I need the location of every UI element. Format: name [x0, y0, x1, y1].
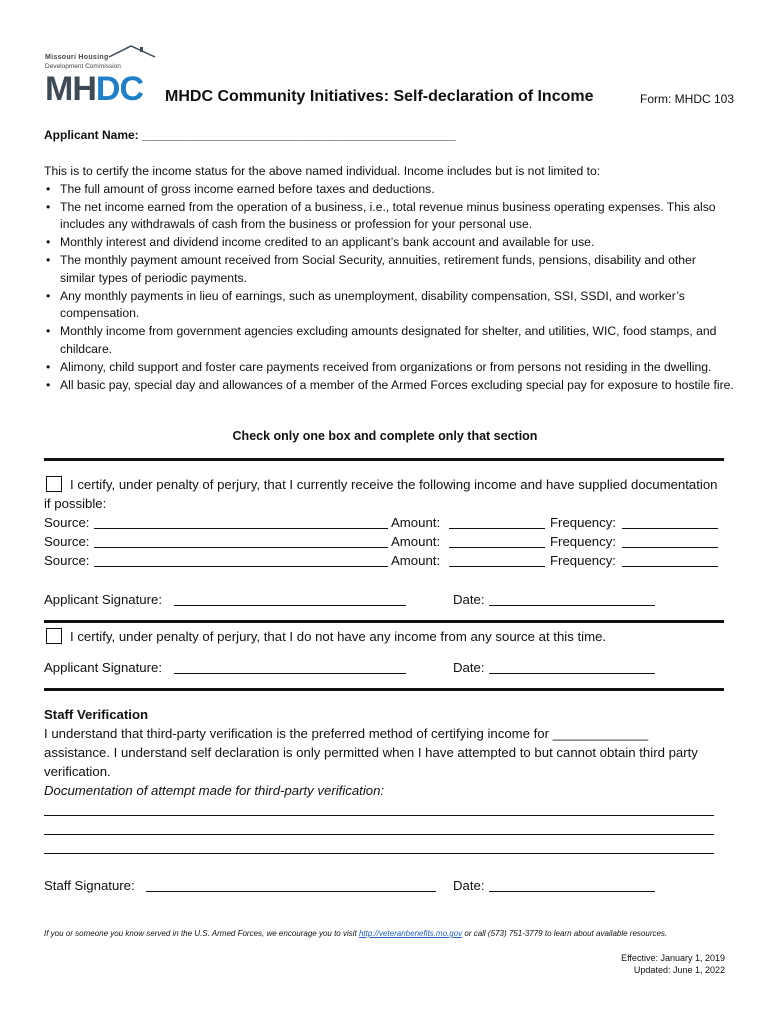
divider — [44, 688, 724, 691]
frequency-input[interactable] — [622, 516, 718, 529]
staff-text-2: assistance. I understand self declaration is only permitted when I have attempted to but cannot obtain third party verification. — [44, 745, 698, 779]
income-list — [44, 181, 734, 395]
logo-line2: Development Commission — [45, 63, 121, 70]
income-statement: I certify, under penalty of perjury, that I currently receive the following income and have supplied documentation if possible: — [44, 477, 718, 511]
amount-label: Amount: — [391, 553, 441, 568]
documentation-line[interactable] — [44, 853, 714, 854]
source-input[interactable] — [94, 516, 388, 529]
date-block — [621, 952, 725, 976]
applicant-signature-input[interactable] — [174, 593, 406, 606]
frequency-label: Frequency: — [550, 515, 616, 530]
staff-text-1: I understand that third-party verification is the preferred method of certifying income for _____________ — [44, 726, 649, 741]
documentation-line[interactable] — [44, 815, 714, 816]
list-item: • All basic pay, special day and allowances of a member of the Armed Forces excluding special pay for exposure to hostile fire. — [60, 377, 734, 395]
documentation-label: Documentation of attempt made for third-party verification: — [44, 783, 385, 798]
amount-label: Amount: — [391, 534, 441, 549]
date-label: Date: — [453, 592, 485, 607]
date-input[interactable] — [489, 593, 655, 606]
divider — [44, 620, 724, 623]
staff-signature-label: Staff Signature: — [44, 878, 135, 893]
source-label: Source: — [44, 534, 90, 549]
effective-date: Effective: January 1, 2019 — [621, 953, 725, 963]
form-number: Form: MHDC 103 — [640, 92, 735, 106]
list-item: • Monthly interest and dividend income credited to an applicant’s bank account and available for use. — [60, 234, 734, 252]
amount-input[interactable] — [449, 516, 545, 529]
intro-text: This is to certify the income status for the above named individual. Income includes but is not limited to: — [44, 164, 601, 178]
applicant-signature-label: Applicant Signature: — [44, 660, 163, 675]
list-item: • Monthly income from government agencies excluding amounts designated for shelter, and utilities, WIC, food stamps, and childcare. — [60, 323, 734, 359]
updated-date: Updated: June 1, 2022 — [633, 965, 725, 975]
applicant-signature-input[interactable] — [174, 661, 406, 674]
logo-line1: Missouri Housing — [45, 54, 109, 61]
check-only-instruction: Check only one box and complete only that section — [232, 429, 538, 443]
list-item: • The full amount of gross income earned before taxes and deductions. — [60, 181, 734, 199]
page-title: MHDC Community Initiatives: Self-declaration of Income — [165, 88, 594, 105]
frequency-label: Frequency: — [550, 534, 616, 549]
intro-block — [44, 163, 734, 394]
frequency-label: Frequency: — [550, 553, 616, 568]
list-item: • Alimony, child support and foster care payments received from organizations or from persons not residing in the dwelling. — [60, 359, 734, 377]
no-income-statement: I certify, under penalty of perjury, that I do not have any income from any source at this time. — [70, 629, 607, 644]
no-income-checkbox[interactable] — [46, 628, 62, 644]
frequency-input[interactable] — [622, 554, 718, 567]
date-label: Date: — [453, 660, 485, 675]
staff-signature-input[interactable] — [146, 879, 436, 892]
staff-heading: Staff Verification — [44, 707, 149, 722]
mhdc-logo — [45, 44, 160, 108]
list-item: • Any monthly payments in lieu of earnings, such as unemployment, disability compensation, SSI, SSDI, and worker’s compensation. — [60, 288, 734, 324]
list-item: • The net income earned from the operation of a business, i.e., total revenue minus business operating expenses. This also includes any withdrawals of cash from the business or profession for your personal use. — [60, 199, 734, 235]
documentation-line[interactable] — [44, 834, 714, 835]
date-input[interactable] — [489, 879, 655, 892]
amount-input[interactable] — [449, 535, 545, 548]
veteran-benefits-link[interactable]: http://veteranbenefits.mo.gov — [358, 929, 463, 938]
source-input[interactable] — [94, 554, 388, 567]
date-input[interactable] — [489, 661, 655, 674]
house-roof-icon — [107, 44, 157, 58]
source-label: Source: — [44, 553, 90, 568]
source-label: Source: — [44, 515, 90, 530]
amount-input[interactable] — [449, 554, 545, 567]
footer-note: If you or someone you know served in the U.S. Armed Forces, we encourage you to visit http://veteranbenefits.mo.gov or call (573) 751-3779 to learn about available resources. — [44, 929, 668, 938]
frequency-input[interactable] — [622, 535, 718, 548]
source-input[interactable] — [94, 535, 388, 548]
list-item: • The monthly payment amount received from Social Security, annuities, retirement funds, pensions, disability and other similar types of periodic payments. — [60, 252, 734, 288]
amount-label: Amount: — [391, 515, 441, 530]
applicant-name-field[interactable]: Applicant Name: _______________________________________________ — [44, 128, 456, 142]
divider — [44, 458, 724, 461]
date-label: Date: — [453, 878, 485, 893]
applicant-signature-label: Applicant Signature: — [44, 592, 163, 607]
logo-wordmark: MHDC — [45, 70, 143, 108]
